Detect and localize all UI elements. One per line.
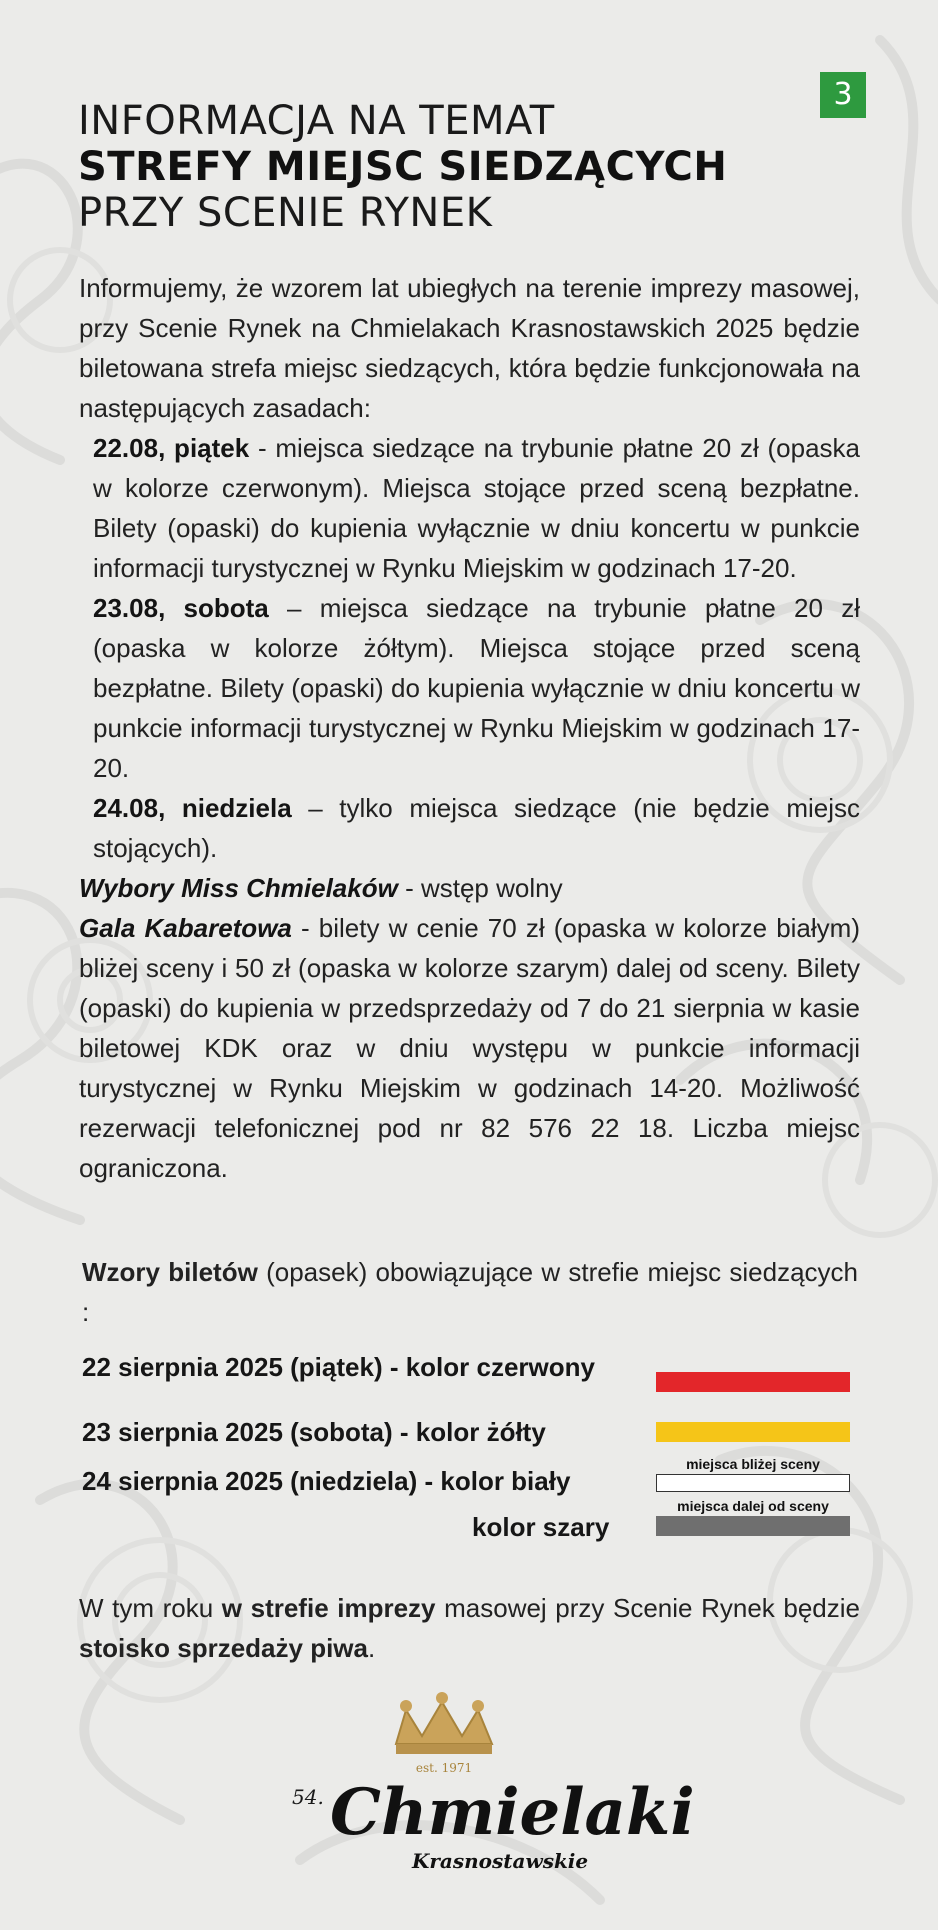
title-line-1: INFORMACJA NA TEMAT bbox=[78, 98, 555, 144]
day-24-paragraph bbox=[79, 788, 860, 868]
ticket-row-sunday bbox=[82, 1464, 570, 1498]
page-number-badge: 3 bbox=[820, 72, 866, 118]
patterns-bold: Wzory biletów bbox=[82, 1257, 258, 1287]
day-24-text: – tylko miejsca siedzące (nie będzie miejsc stojących). bbox=[93, 793, 861, 863]
yellow-wristband-bar bbox=[656, 1422, 850, 1442]
crown-icon bbox=[396, 1692, 492, 1754]
page-title bbox=[78, 98, 838, 236]
day-23-paragraph bbox=[79, 588, 860, 788]
ticket-color-name: czerwony bbox=[476, 1352, 595, 1382]
ticket-color-name: szary bbox=[542, 1512, 610, 1542]
closing-part-2: masowej przy Scenie Rynek będzie bbox=[435, 1593, 861, 1623]
ticket-row-friday bbox=[82, 1350, 595, 1384]
miss-paragraph bbox=[79, 868, 860, 908]
ticket-row-sunday-grey bbox=[472, 1510, 609, 1544]
miss-text: - wstęp wolny bbox=[397, 873, 563, 903]
ticket-color-name: biały bbox=[511, 1466, 571, 1496]
ticket-label: 24 sierpnia 2025 (niedziela) - kolor bbox=[82, 1466, 512, 1496]
miss-label: Wybory Miss Chmielaków bbox=[79, 873, 398, 903]
gala-text: - bilety w cenie 70 zł (opaska w kolorze białym) bliżej sceny i 50 zł (opaska w kolorze szarym) dalej od sceny. Bilety (opaski) do kupienia w przedsprzedaży od 7 do 21 sierpnia w kasie biletowej KDK oraz w dniu występu w punkcie informacji turystycznej w Rynku Miejskim w godzinach 14-20. Możliwość rezerwacji telefonicznej pod nr 82 576 22 18. Liczba miejsc ograniczona. bbox=[79, 913, 860, 1183]
red-wristband-bar bbox=[656, 1372, 850, 1392]
title-line-3: PRZY SCENIE RYNEK bbox=[78, 190, 493, 236]
ticket-label: kolor bbox=[472, 1512, 543, 1542]
closing-paragraph bbox=[79, 1588, 860, 1668]
day-22-text: - miejsca siedzące na trybunie płatne 20 zł (opaska w kolorze czerwonym). Miejsca stojące przed sceną bezpłatne. Bilety (opaski) do kupienia wyłącznie w dniu koncertu w punkcie informacji turystycznej w Rynku Miejskim w godzinach 17-20. bbox=[93, 433, 860, 583]
intro-paragraph: Informujemy, że wzorem lat ubiegłych na terenie imprezy masowej, przy Scenie Rynek na Chmielakach Krasnostawskich 2025 będzie biletowana strefa miejsc siedzących, która będzie funkcjonowała na następujących zasadach: bbox=[79, 273, 860, 423]
grey-bar-caption: miejsca dalej od sceny bbox=[677, 1498, 829, 1514]
grey-wristband-bar bbox=[656, 1516, 850, 1536]
main-text bbox=[79, 268, 860, 1188]
day-23-label: 23.08, sobota bbox=[93, 593, 269, 623]
title-line-2: STREFY MIEJSC SIEDZĄCYCH bbox=[78, 144, 728, 190]
ticket-label: 23 sierpnia 2025 (sobota) - kolor bbox=[82, 1417, 487, 1447]
day-22-paragraph bbox=[79, 428, 860, 588]
patterns-text: (opasek) obowiązujące w strefie miejsc siedzących : bbox=[82, 1257, 858, 1327]
gala-paragraph bbox=[79, 908, 860, 1188]
closing-part-1: W tym roku bbox=[79, 1593, 222, 1623]
logo-name: Chmielaki bbox=[330, 1775, 695, 1850]
white-wristband-bar bbox=[656, 1474, 850, 1492]
closing-part-3: . bbox=[367, 1633, 376, 1663]
logo-subtitle: Krasnostawskie bbox=[412, 1849, 589, 1873]
closing-bold-1: w strefie imprezy bbox=[221, 1593, 436, 1623]
logo-est: est. 1971 bbox=[415, 1761, 473, 1775]
ticket-color-name: żółty bbox=[486, 1417, 546, 1447]
day-24-label: 24.08, niedziela bbox=[93, 793, 292, 823]
day-23-text: – miejsca siedzące na trybunie płatne 20 zł (opaska w kolorze żółtym). Miejsca stojące przed sceną bezpłatne. Bilety (opaski) do kupienia wyłącznie w dniu koncertu w punkcie informacji turystycznej w Rynku Miejskim w godzinach 17-20. bbox=[93, 593, 861, 783]
ticket-label: 22 sierpnia 2025 (piątek) - kolor bbox=[82, 1352, 477, 1382]
ticket-row-saturday bbox=[82, 1415, 546, 1449]
day-22-label: 22.08, piątek bbox=[93, 433, 250, 463]
white-bar-caption: miejsca bliżej sceny bbox=[686, 1456, 820, 1472]
gala-label: Gala Kabaretowa bbox=[79, 913, 292, 943]
closing-bold-2: stoisko sprzedaży piwa bbox=[79, 1633, 368, 1663]
ticket-patterns-intro bbox=[82, 1252, 858, 1332]
logo-edition: 54. bbox=[292, 1785, 324, 1809]
chmielaki-logo bbox=[292, 1688, 695, 1888]
